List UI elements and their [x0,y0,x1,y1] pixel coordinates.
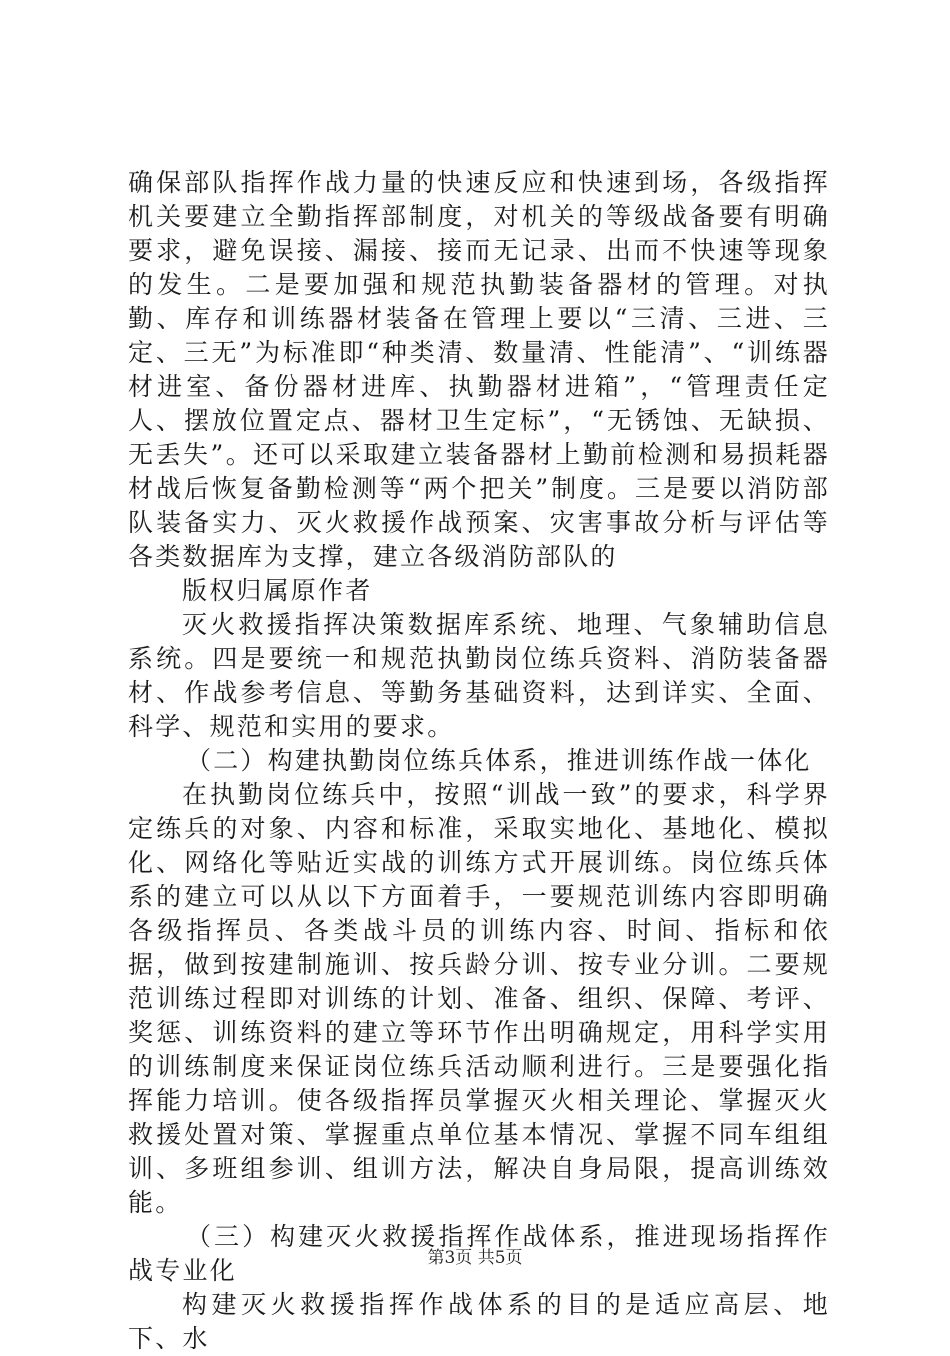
section-heading: （三）构建灭火救援指挥作战体系，推进现场指挥作战专业化 [128,1222,830,1285]
copyright-note: 版权归属原作者 [182,576,373,605]
paragraph: 构建灭火救援指挥作战体系的目的是适应高层、地下、水 [128,1290,830,1353]
document-body [128,166,830,1356]
paragraph: 灭火救援指挥决策数据库系统、地理、气象辅助信息系统。四是要统一和规范执勤岗位练兵资料、消防装备器材、作战参考信息、等勤务基础资料，达到详实、全面、科学、规范和实用的要求。 [128,610,830,741]
section-heading: （二）构建执勤岗位练兵体系，推进训练作战一体化 [186,746,812,775]
paragraph-continued: 确保部队指挥作战力量的快速反应和快速到场，各级指挥机关要建立全勤指挥部制度，对机关的等级战备要有明确要求，避免误接、漏接、接而无记录、出而不快速等现象的发生。二是要加强和规范执勤装备器材的管理。对执勤、库存和训练器材装备在管理上要以“三清、三进、三定、三无”为标准即“种类清、数量清、性能清”、“训练器材进室、备份器材进库、执勤器材进箱”，“管理责任定人、摆放位置定点、器材卫生定标”，“无锈蚀、无缺损、无丢失”。还可以采取建立装备器材上勤前检测和易损耗器材战后恢复备勤检测等“两个把关”制度。三是要以消防部队装备实力、灭火救援作战预案、灾害事故分析与评估等各类数据库为支撑，建立各级消防部队的 [128,168,830,571]
page-number-footer: 第3页 共5页 [427,1248,523,1268]
paragraph: 在执勤岗位练兵中，按照“训战一致”的要求，科学界定练兵的对象、内容和标准，采取实地化、基地化、模拟化、网络化等贴近实战的训练方式开展训练。岗位练兵体系的建立可以从以下方面着手，一要规范训练内容即明确各级指挥员、各类战斗员的训练内容、时间、指标和依据，做到按建制施训、按兵龄分训、按专业分训。二要规范训练过程即对训练的计划、准备、组织、保障、考评、奖惩、训练资料的建立等环节作出明确规定，用科学实用的训练制度来保证岗位练兵活动顺利进行。三是要强化指挥能力培训。使各级指挥员掌握灭火相关理论、掌握灭火救援处置对策、掌握重点单位基本情况、掌握不同车组组训、多班组参训、组训方法，解决自身局限，提高训练效能。 [128,780,830,1217]
